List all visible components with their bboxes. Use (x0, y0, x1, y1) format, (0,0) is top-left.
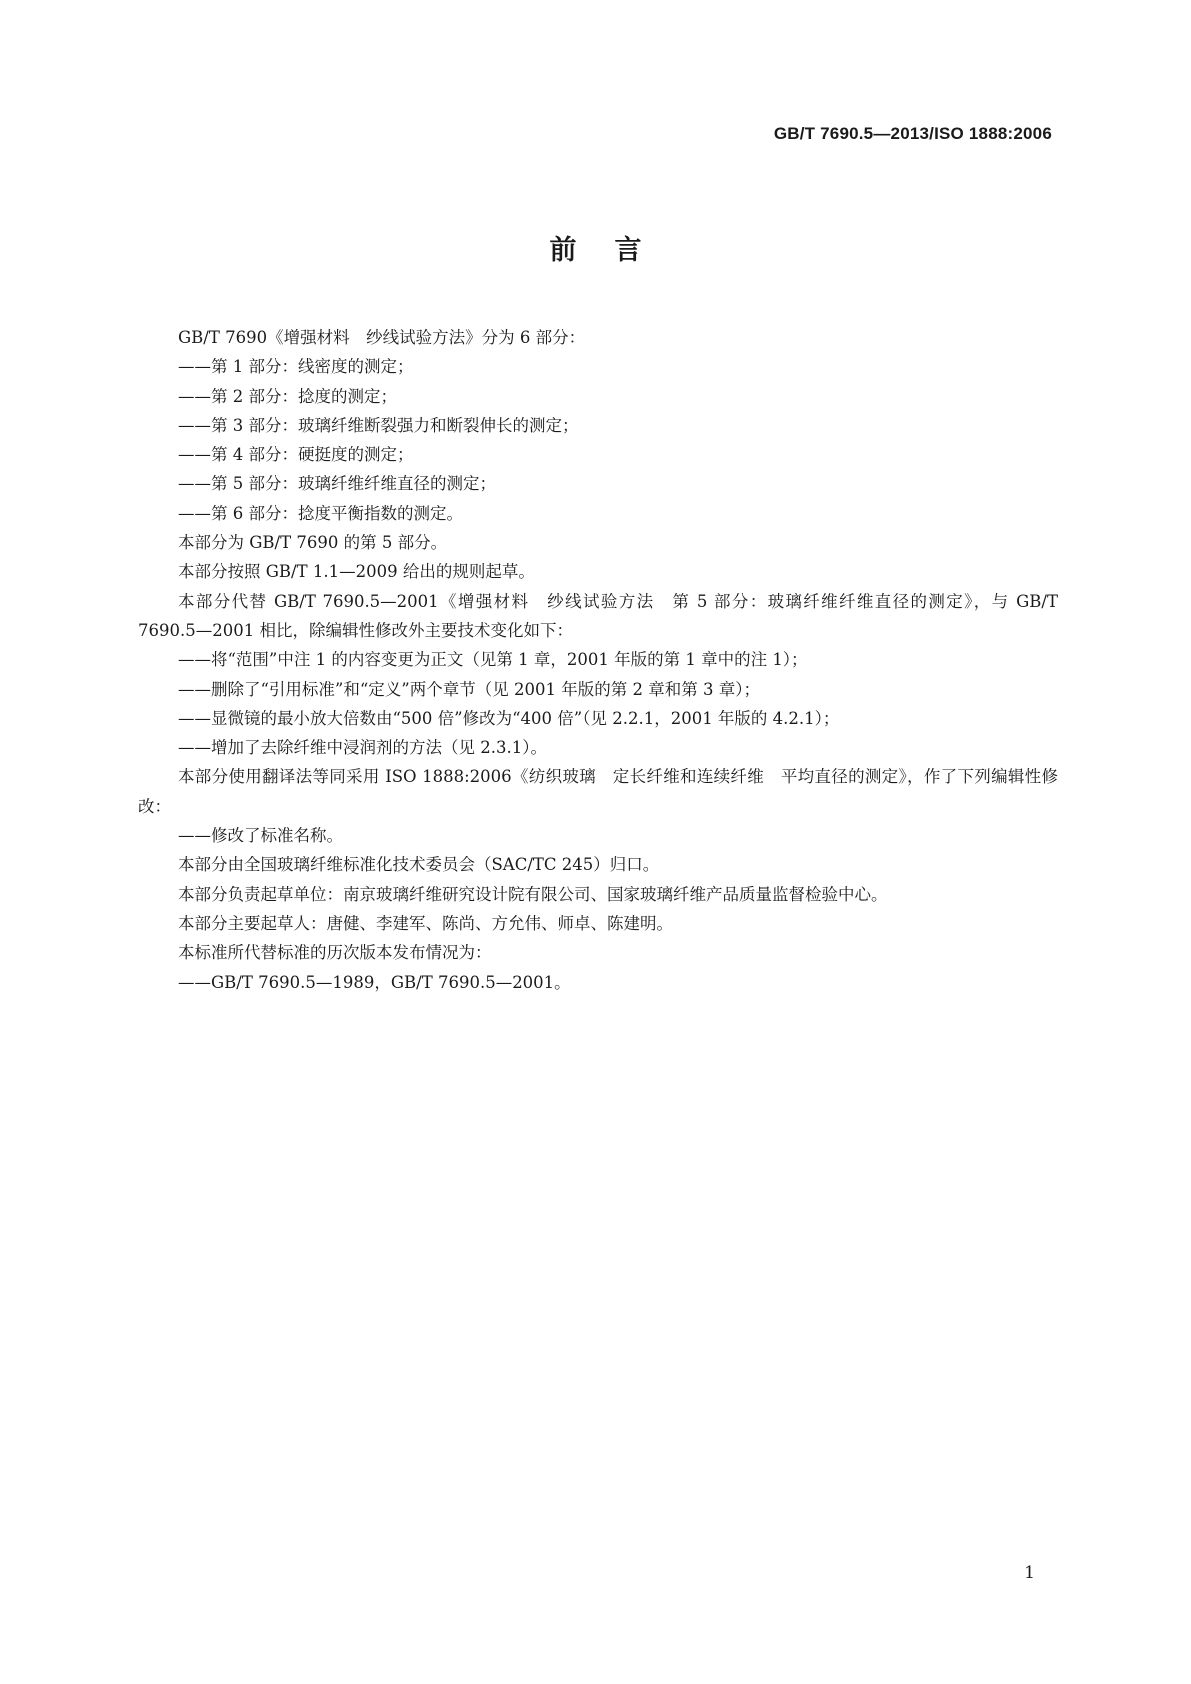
series-list-item: ——第 6 部分：捻度平衡指数的测定。 (178, 503, 463, 523)
series-list-item: ——第 3 部分：玻璃纤维断裂强力和断裂伸长的测定； (178, 415, 579, 435)
foreword-title: 前言 (549, 235, 680, 266)
series-list-item: ——第 5 部分：玻璃纤维纤维直径的测定； (178, 474, 496, 494)
history-list-item: ——GB/T 7690.5—1989，GB/T 7690.5—2001。 (178, 972, 571, 992)
drafters-paragraph: 本部分主要起草人：唐健、李建军、陈尚、方允伟、师卓、陈建明。 (178, 913, 673, 933)
replacement-paragraph: 本部分代替 GB/T 7690.5—2001《增强材料 纱线试验方法 第 5 部分：玻璃纤维纤维直径的测定》，与 GB/T 7690.5—2001 相比，除编辑性修改外主要技术变化如下： (138, 591, 1058, 640)
centralized-by-paragraph: 本部分由全国玻璃纤维标准化技术委员会（SAC/TC 245）归口。 (178, 855, 660, 875)
series-list-item: ——第 1 部分：线密度的测定； (178, 357, 414, 377)
technical-change-item: ——删除了“引用标准”和“定义”两个章节（见 2001 年版的第 2 章和第 3 章）； (178, 679, 760, 699)
part-statement-paragraph: 本部分为 GB/T 7690 的第 5 部分。 (178, 533, 448, 553)
drafting-rules-paragraph: 本部分按照 GB/T 1.1—2009 给出的规则起草。 (178, 562, 535, 582)
adoption-paragraph: 本部分使用翻译法等同采用 ISO 1888:2006《纺织玻璃 定长纤维和连续纤维 平均直径的测定》，作了下列编辑性修改： (138, 767, 1058, 816)
technical-change-item: ——增加了去除纤维中浸润剂的方法（见 2.3.1）。 (178, 738, 547, 758)
technical-change-item: ——显微镜的最小放大倍数由“500 倍”修改为“400 倍”（见 2.2.1，2001 年版的 4.2.1）； (178, 708, 840, 728)
drafting-units-paragraph: 本部分负责起草单位：南京玻璃纤维研究设计院有限公司、国家玻璃纤维产品质量监督检验中心。 (178, 884, 888, 904)
page-number: 1 (1024, 1563, 1035, 1583)
series-list-item: ——第 2 部分：捻度的测定； (178, 386, 397, 406)
history-intro-paragraph: 本标准所代替标准的历次版本发布情况为： (178, 943, 492, 963)
series-list-item: ——第 4 部分：硬挺度的测定； (178, 445, 414, 465)
series-intro-paragraph: GB/T 7690《增强材料 纱线试验方法》分为 6 部分： (178, 328, 586, 347)
technical-change-item: ——将“范围”中注 1 的内容变更为正文（见第 1 章，2001 年版的第 1 章中的注 1）； (178, 650, 808, 670)
standard-number-header: GB/T 7690.5—2013/ISO 1888:2006 (773, 124, 1052, 143)
foreword-body (138, 323, 1058, 997)
editorial-change-item: ——修改了标准名称。 (178, 826, 343, 846)
